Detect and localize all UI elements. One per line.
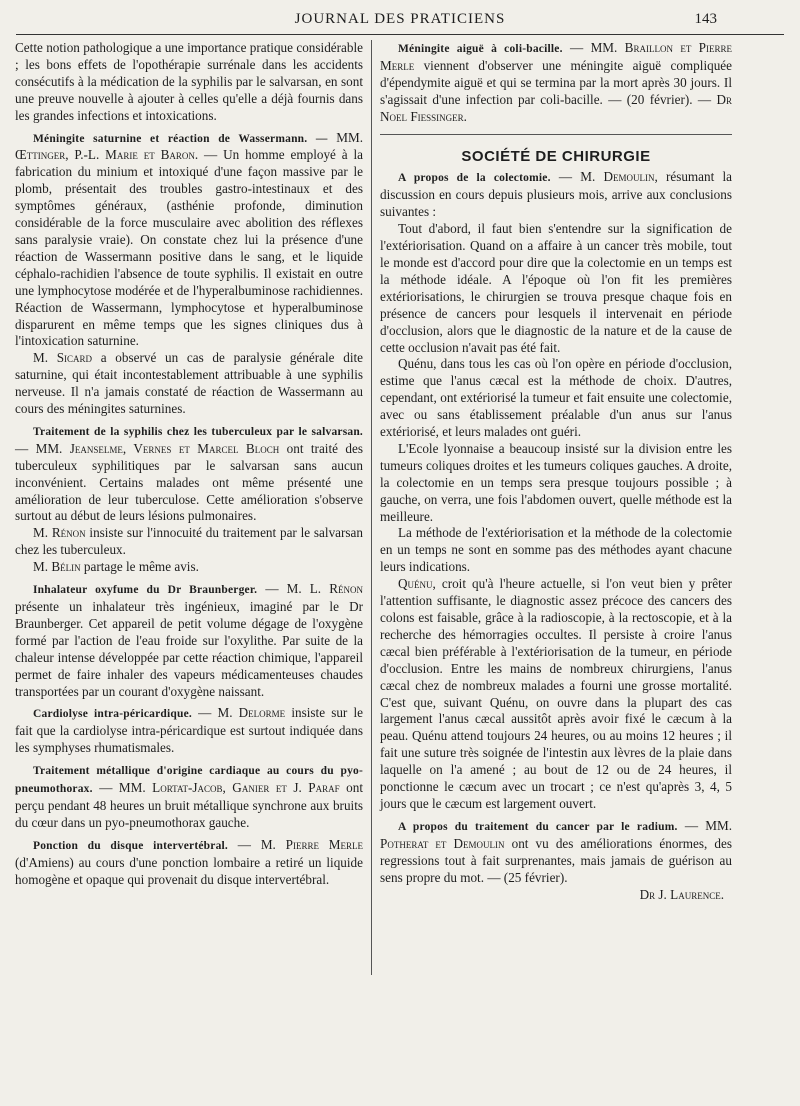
section-meningite-saturnine xyxy=(15,130,363,351)
section-title: Méningite aiguë à coli-bacille. xyxy=(398,43,563,55)
section-authors: M. Pierre Merle xyxy=(260,836,364,852)
section-authors: MM. Potherat et Demoulin xyxy=(380,817,733,851)
section-text: insiste sur le fait que la cardiolyse intra-péricardique est surtout indiquée dans les symphyses rhumatismales. xyxy=(15,705,363,756)
section-text: partage le même avis. xyxy=(80,559,199,575)
section-title: Ponction du disque intervertébral. xyxy=(33,839,228,852)
section-text: ont perçu pendant 48 heures un bruit métallique synchrone aux bruits du cœur dans un pyo-pneumothorax gauche. xyxy=(15,780,364,830)
section-authors: M. Delorme xyxy=(217,705,286,721)
section-paragraph: L'Ecole lyonnaise a beaucoup insisté sur la division entre les tumeurs coliques droites et les tumeurs coliques gauches. A droite, la colectomie en un temps sera presque toujours possible ; à gauche, on verra, une fois l'abdomen ouvert, quelle méthode est la meilleure. xyxy=(380,440,732,524)
page-header xyxy=(0,0,800,36)
section-authors: M. Rénon xyxy=(33,525,86,541)
section-paragraph xyxy=(15,559,363,576)
section-title: Traitement de la syphilis chez les tuberculeux par le salvarsan. xyxy=(33,425,363,438)
left-column xyxy=(15,40,363,889)
section-paragraph: Quénu, dans tous les cas où l'on opère en période d'occlusion, estime que l'anus cæcal est la méthode de choix. D'autres, cependant, ont extériorisé la tumeur et fait ensuite une colectomie, avec ou sans établissement préalable d'un anus sur l'anus extériorisé, et leurs malades ont guéri. xyxy=(380,356,732,440)
section-separator xyxy=(380,134,732,135)
signature: Dr Noel Fiessinger. xyxy=(380,91,732,124)
section-paragraph: La méthode de l'extériorisation et la méthode de la colectomie en un temps ne sont en somme pas des méthodes ayant chacune leurs indications. xyxy=(380,525,732,575)
section-title: Traitement métallique d'origine cardiaque au cours du pyo-pneumothorax. xyxy=(15,765,363,796)
journal-title: JOURNAL DES PRATICIENS xyxy=(294,11,506,27)
header-rule xyxy=(16,34,784,35)
section-syphilis-tuberculeux: Traitement de la syphilis chez les tuberculeux par le salvarsan. — MM. Jeanselme, Vernes et Marcel Bloch ont traité des tuberculeux syphilitiques par le salvarsan sans aucun inconvénient. Certains malades ont même présenté une amélioration de leur tuberculose. Cette amélioration s'observe surtout au début de leurs lésions pulmonaires. xyxy=(15,425,363,524)
section-inhalateur: Inhalateur oxyfume du Dr Braunberger. — M. L. Rénon présente un inhalateur très ingénieux, imaginé par le Dr Braunberger. Cet appareil de petit volume dégage de l'oxygène formé par l'action de l'eau froide sur l'oxylithe. Par suite de la chaleur intense développée par cette réaction chimique, l'appareil permet de faire inhaler des vapeurs médicamenteuses chaudes transportées par un courant d'oxygène naissant. xyxy=(15,581,363,699)
section-text: — Un homme employé à la fabrication du minium et intoxiqué d'une façon massive par le plomb, présentait des troubles gastro-intestinaux et des symptômes généraux, (asthénie profonde, diminution considérable de la force musculaire avec abolition des réflexes sans paralysie vraie). On constate chez lui la présence d'une réaction de Wassermann positive dans le sang, et le liquide céphalo-rachidien l'absence de toute syphilis. Il existait en outre une lymphocytose modérée et de l'hyperalbuminose rachidiennes. Réaction de Wassermann, lymphocytose et hyperalbuminose disparurent en même temps que les signes cliniques dus à l'intoxication saturnine. xyxy=(15,147,363,349)
section-paragraph xyxy=(15,525,363,559)
signature-text: Dr J. Laurence. xyxy=(639,886,724,902)
section-paragraph: Tout d'abord, il faut bien s'entendre sur la signification de l'extériorisation. Quand on a affaire à un cancer très mobile, tout le monde est d'accord pour dire que la colectomie en un temps est la méthode idéale. A l'époque où l'on fit les premières extériorisations, le chirurgien se trouva presque chaque fois en présence de cancers pour lesquels il intervenait en période d'occlusion, alors que le diagnostic de la nature et de la cause de cette occlusion n'avait pas été fait. xyxy=(380,221,732,355)
section-traitement-metallique: Traitement métallique d'origine cardiaque au cours du pyo-pneumothorax. — MM. Lortat-Jacob, Ganier et J. Paraf ont perçu pendant 48 heures un bruit métallique synchrone aux bruits du cœur dans un pyo-pneumothorax gauche. xyxy=(15,765,364,830)
societe-heading: SOCIÉTÉ DE CHIRURGIE xyxy=(461,147,651,165)
section-paragraph xyxy=(15,350,363,418)
signature xyxy=(380,887,732,904)
section-title: Méningite saturnine et réaction de Wassermann. — xyxy=(33,132,328,145)
section-title: Cardiolyse intra-péricardique. xyxy=(33,708,192,721)
section-title: Inhalateur oxyfume du Dr Braunberger. xyxy=(33,584,258,597)
section-text: viennent d'observer une méningite aiguë compliquée d'épendymite aiguë et qui se termina par la mort après 30 jours. Il s'agissait d'une infection par coli-bacille. — (20 février). — xyxy=(380,57,732,107)
section-radium: A propos du traitement du cancer par le radium. — MM. Potherat et Demoulin ont vu des améliorations énormes, des regressions tout à fait surprenantes, mais jamais de guérison au sens propre du mot. — (25 février). xyxy=(380,817,733,885)
section-meningite-colibacille: Méningite aiguë à coli-bacille. — MM. Braillon et Pierre Merle viennent d'observer une méningite aiguë compliquée d'épendymite aiguë et qui se termina par la mort après 30 jours. Il s'agissait d'une infection par coli-bacille. — (20 février). — Dr Noel Fiessinger. xyxy=(380,40,733,124)
intro-paragraph: Cette notion pathologique a une importance pratique considérable ; les bons effets de l'opothérapie surrénale dans les accidents consécutifs à la médication de la syphilis par le salvarsan, en sont une preuve nouvelle à ajouter à celles qu'elle a déjà fournis dans les grandes infections et intoxications. xyxy=(15,40,363,123)
section-title: A propos de la colectomie. xyxy=(398,172,551,185)
page-number: 143 xyxy=(694,11,717,27)
section-ponction-disque: Ponction du disque intervertébral. — M. Pierre Merle (d'Amiens) au cours d'une ponction lombaire a retiré un liquide homogène et opaque qui provenait du disque intervertébral. xyxy=(15,836,364,887)
section-authors: MM. Œttinger, P.-L. Marie et Baron. xyxy=(15,129,363,163)
section-text: a observé un cas de paralysie générale dite saturnine, qui était incontestablement attribuable à une syphilis nerveuse. Il n'a jamais constaté de réaction de Wassermann au cours des méningites saturnines. xyxy=(15,350,363,417)
section-text: ont vu des améliorations énormes, des regressions tout à fait surprenantes, mais jamais de guérison au sens propre du mot. — (25 février). xyxy=(380,835,733,885)
section-authors: M. Bélin xyxy=(33,559,81,575)
column-divider xyxy=(371,40,372,975)
section-title: A propos du traitement du cancer par le radium. xyxy=(398,820,678,833)
section-authors: MM. Braillon et Pierre Merle xyxy=(380,40,733,73)
section-text: ont traité des tuberculeux syphilitiques par le salvarsan sans aucun inconvénient. Certains malades ont même présenté une amélioration de leur tuberculose. Cette amélioration s'observe surtout au début de leurs lésions pulmonaires. xyxy=(15,440,363,524)
section-authors: M. Demoulin, xyxy=(580,169,658,185)
section-text: présente un inhalateur très ingénieux, imaginé par le Dr Braunberger. Cet appareil de petit volume dégage de l'oxygène formé par l'action de l'eau froide sur l'oxylithe. Par suite de la chaleur intense développée par cette réaction chimique, l'appareil permet de faire inhaler des vapeurs médicamenteuses chaudes transportées par un courant d'oxygène naissant. xyxy=(15,599,363,699)
section-paragraph xyxy=(380,576,732,813)
section-authors: MM. Jeanselme, Vernes et Marcel Bloch xyxy=(35,440,280,456)
right-column xyxy=(380,40,732,903)
section-text: résumant la discussion en cours depuis plusieurs mois, arrive aux conclusions suivantes : xyxy=(380,169,733,220)
section-authors: Quénu, xyxy=(398,576,436,592)
section-authors: M. Sicard xyxy=(33,350,93,366)
section-text: insiste sur l'innocuité du traitement par le salvarsan chez les tuberculeux. xyxy=(15,525,363,558)
section-colectomie: A propos de la colectomie. — M. Demoulin, résumant la discussion en cours depuis plusieurs mois, arrive aux conclusions suivantes : xyxy=(380,169,733,220)
section-authors: MM. Lortat-Jacob, Ganier et J. Paraf xyxy=(118,780,340,796)
section-authors: M. L. Rénon xyxy=(286,581,363,597)
section-cardiolyse: Cardiolyse intra-péricardique. — M. Delorme insiste sur le fait que la cardiolyse intra-péricardique est surtout indiquée dans les symphyses rhumatismales. xyxy=(15,705,363,756)
section-text: (d'Amiens) au cours d'une ponction lombaire a retiré un liquide homogène et opaque qui provenait du disque intervertébral. xyxy=(15,854,363,887)
section-text: croit qu'à l'heure actuelle, si l'on veut bien y prêter l'attention suffisante, le diagnostic assez précoce des cancers des colons est faisable, grâce à la radioscopie, à la rectoscopie, et à la recherche des hémorragies occultes. Il persiste à croire l'anus cæcal bien préférable à l'extériorisation de la tumeur, en période d'occlusion. Entre les mains de nombreux chirurgiens, l'anus cæcal chez de nombreux malades a fourni une grosse mortalité. C'est que, suivant Quénu, on ouvre dans la plupart des cas largement l'anus cæcal aussitôt après avoir fixé le cæcum à la peau. Quénu attend toujours 24 heures, ou au moins 12 heures ; il fait une suture très soignée de l'intestin aux lèvres de la plaie dans laquelle on l'a amené ; au bout de 12 ou de 24 heures, il ponctionne le cæcum avec un trocart ; ce n'est qu'après 3, 4, 5 jours que le cæcum est largement ouvert. xyxy=(380,576,732,811)
